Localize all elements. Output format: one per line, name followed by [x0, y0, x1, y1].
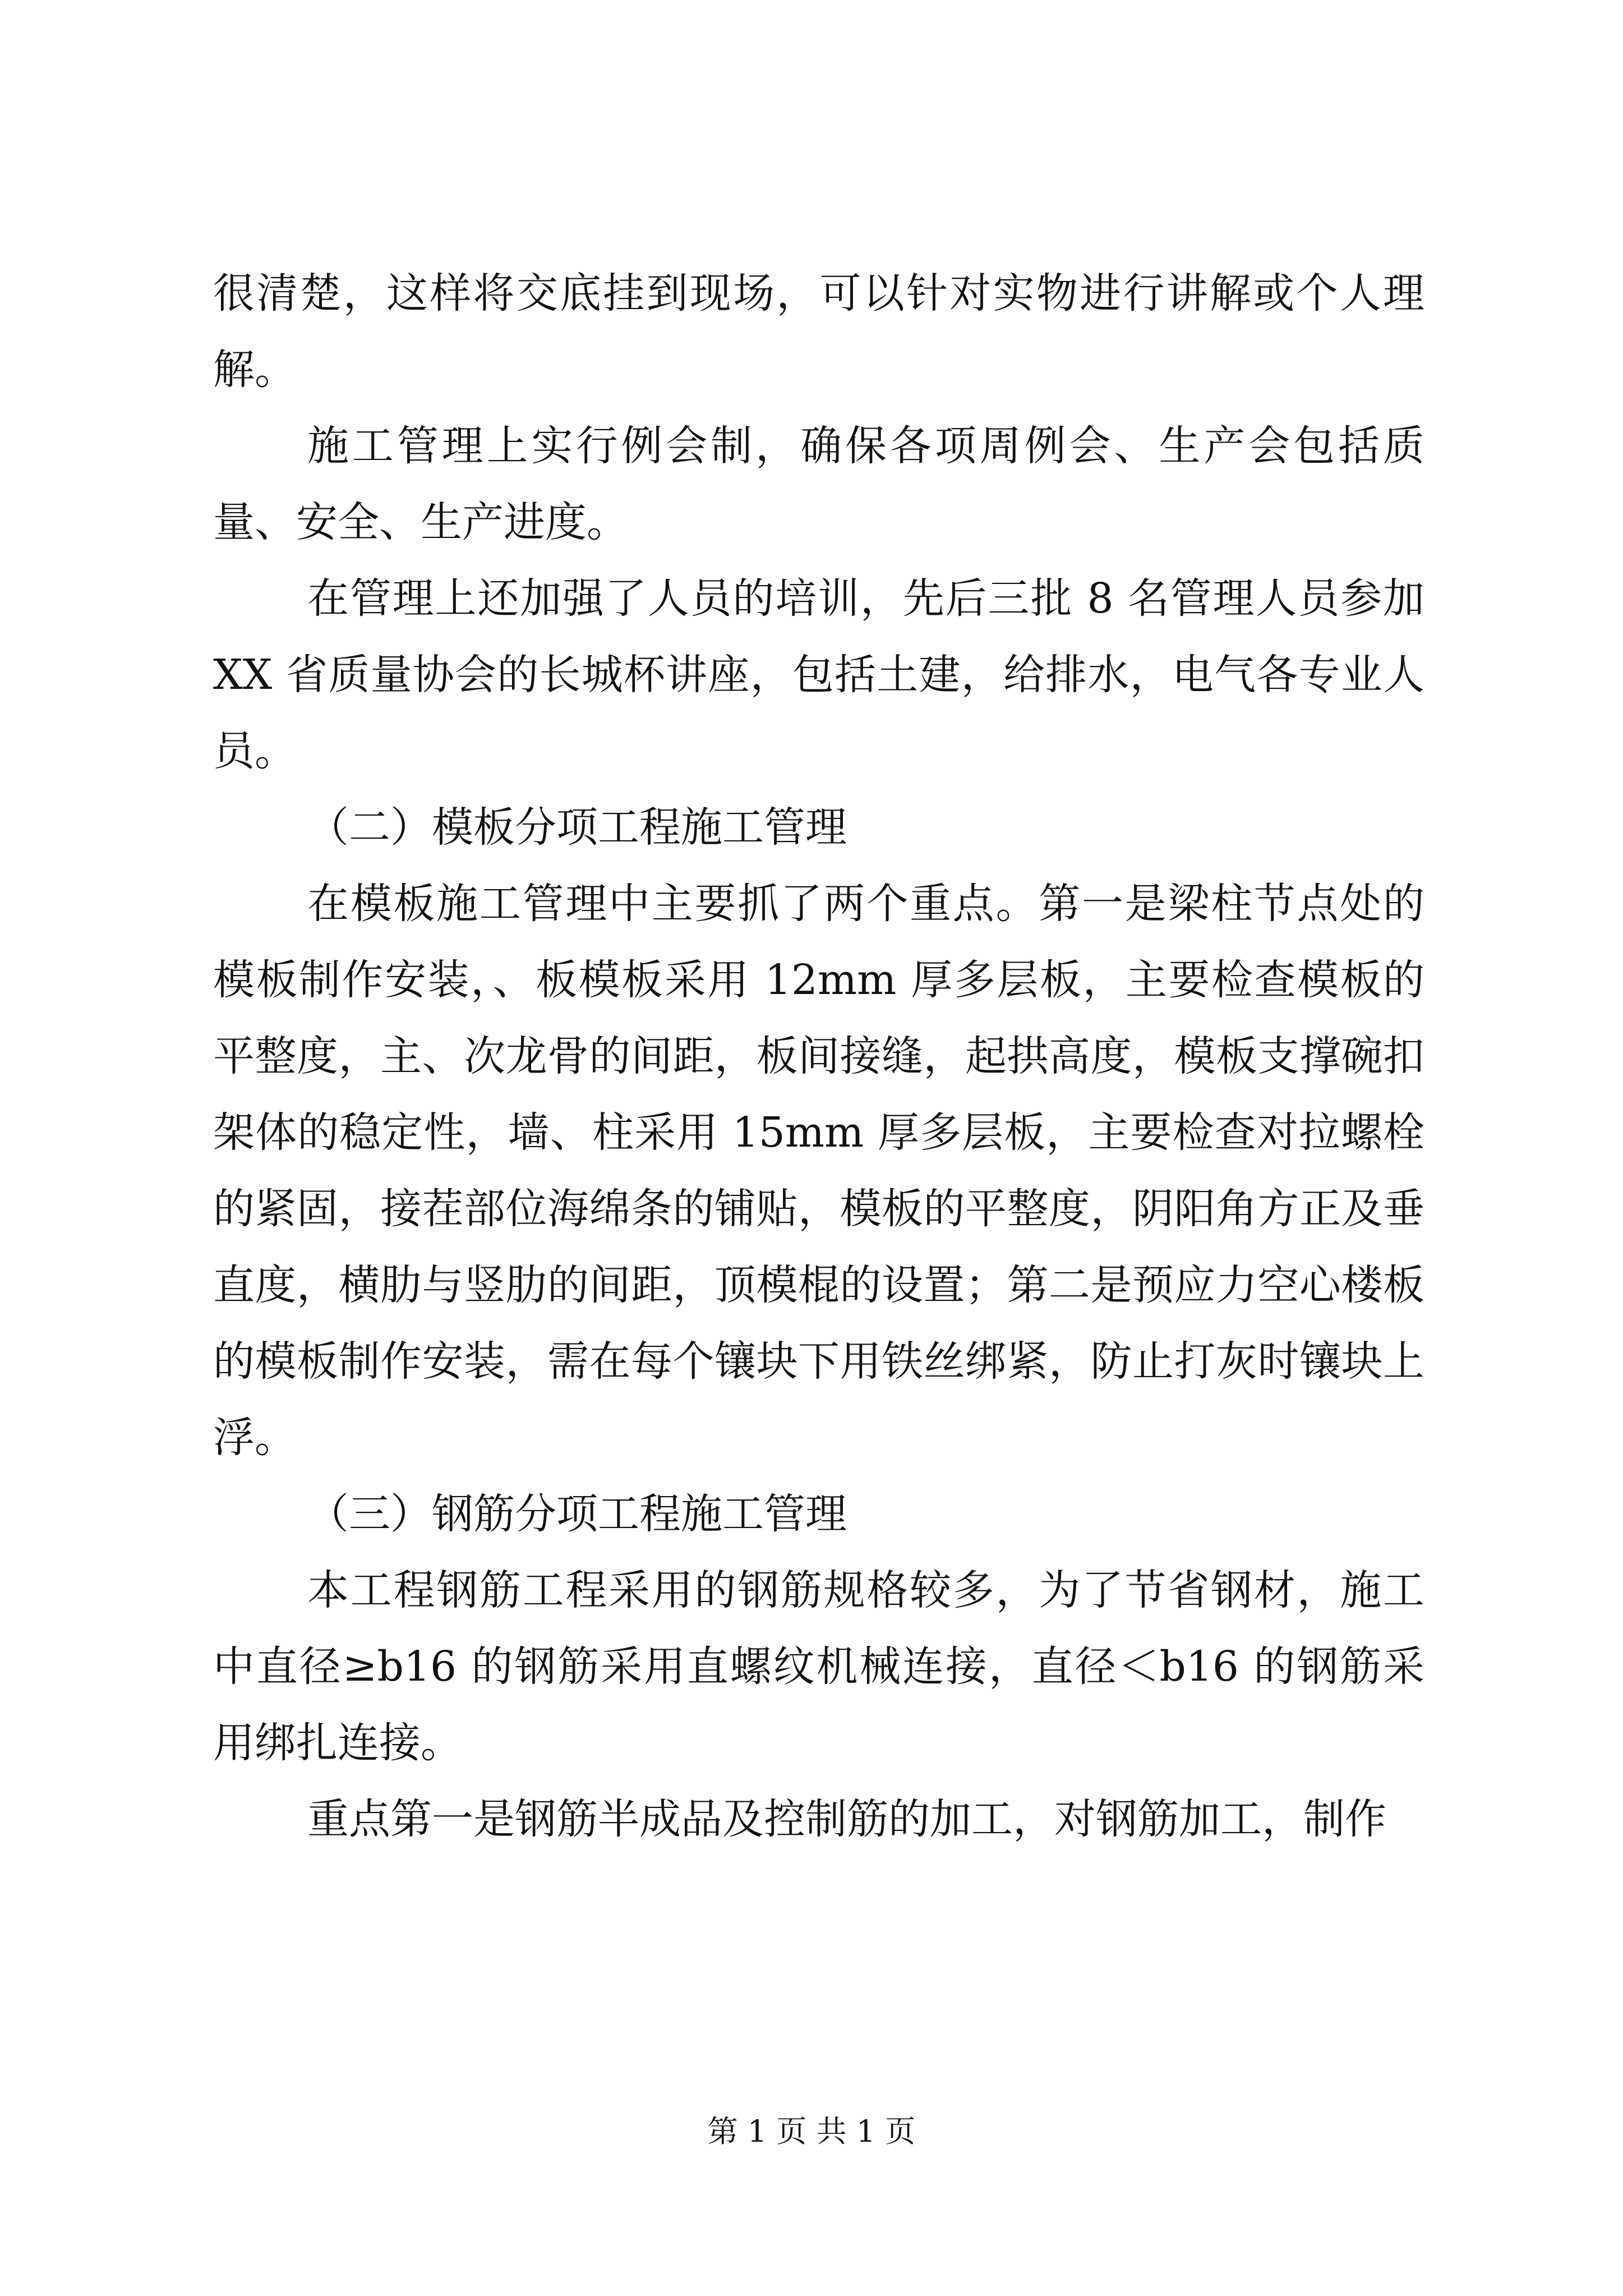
paragraph: 很清楚，这样将交底挂到现场，可以针对实物进行讲解或个人理解。 — [213, 269, 1424, 394]
section-heading: （二）模板分项工程施工管理 — [307, 803, 847, 852]
paragraph: 在模板施工管理中主要抓了两个重点。第一是梁柱节点处的模板制作安装，、板模板采用 12mm 厚多层板，主要检查模板的平整度，主、次龙骨的间距，板间接缝，起拱高度，模板支撑碗扣架体的稳定性，墙、柱采用 15mm 厚多层板，主要检查对拉螺栓的紧固，接茬部位海绵条的铺贴，模板的平整度，阴阳角方正及垂直度，横肋与竖肋的间距，顶模棍的设置；第二是预应力空心楼板的模板制作安装，需在每个镶块下用铁丝绑紧，防止打灰时镶块上浮。 — [213, 880, 1424, 1462]
paragraph: 施工管理上实行例会制，确保各项周例会、生产会包括质量、安全、生产进度。 — [213, 422, 1424, 546]
document-body — [213, 255, 1424, 1857]
paragraph: 在管理上还加强了人员的培训，先后三批 8 名管理人员参加 XX 省质量协会的长城杯讲座，包括土建，给排水，电气各专业人员。 — [213, 574, 1424, 775]
section-heading: （三）钢筋分项工程施工管理 — [307, 1490, 847, 1538]
page-footer: 第 1 页 共 1 页 — [707, 2114, 916, 2149]
paragraph: 本工程钢筋工程采用的钢筋规格较多，为了节省钢材，施工中直径≥b16 的钢筋采用直螺纹机械连接，直径＜b16 的钢筋采用绑扎连接。 — [213, 1566, 1424, 1767]
paragraph: 重点第一是钢筋半成品及控制筋的加工，对钢筋加工，制作 — [307, 1795, 1386, 1843]
